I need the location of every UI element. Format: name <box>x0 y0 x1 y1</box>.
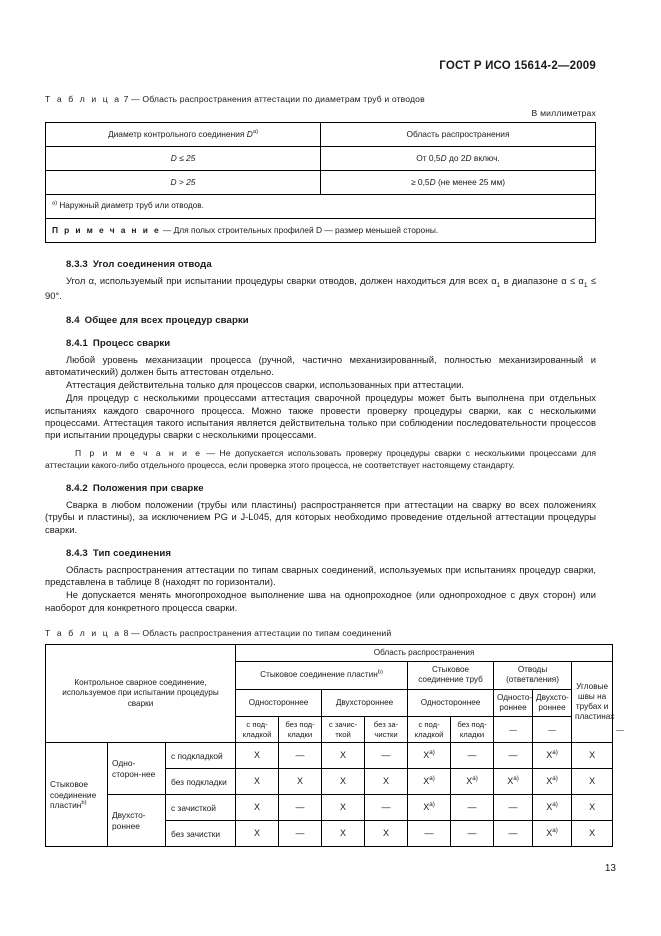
table8-header-row-1 <box>46 644 613 661</box>
cell-sup: a) <box>429 749 435 757</box>
heading-8-4-2 <box>45 483 596 494</box>
table8-row1-cell-6 <box>494 769 533 795</box>
heading-8-4-2-number: 8.4.2 <box>66 483 88 495</box>
cell-value: X <box>254 750 261 761</box>
note-8-4-1-text: — Не допускается использовать проверку процедуры сварки с несколькими процессами для аттестации какого-либо отдельного процесса, если проверка этого процесса, не соответствует настоящему стандарту. <box>45 448 596 470</box>
table7-header-diameter-label: Диаметр контрольного соединения <box>107 129 247 140</box>
table-row <box>46 795 613 821</box>
heading-8-4-3-title: Тип соединения <box>92 547 172 559</box>
standard-number-header: ГОСТ Р ИСО 15614-2—2009 <box>439 60 596 72</box>
table8-sub-header-7: — <box>533 717 572 743</box>
cell-value: X <box>546 776 553 787</box>
table8-caption-text: — Область распространения аттестации по типам соединений <box>131 627 392 638</box>
paragraph-8-4-2-0: Сварка в любом положении (трубы или пластины) распространяется при аттестации на сварку во всех положениях (трубы и пластины), за исключением PG и J-L045, для которых необходимо проведение отдельной аттестации процедуры сварки. <box>45 499 596 535</box>
table8-row1-cell-4 <box>408 769 451 795</box>
table7-caption-word: Т а б л и ц а <box>45 94 122 104</box>
table8-side-header-3: Односто-роннее <box>494 689 533 717</box>
table8-row3-cell-1 <box>279 821 322 847</box>
table8-row3-cell-6 <box>494 821 533 847</box>
table8-row2-cell-7 <box>533 795 572 821</box>
heading-8-3-3-title: Угол соединения отвода <box>92 259 212 270</box>
table8-row0-cell-6 <box>494 743 533 769</box>
cell-value: — <box>381 802 391 813</box>
paragraph-8-4-3-1: Не допускается менять многопроходное выполнение шва на однопроходное (или однопроходное с двух сторон) или наоборот для конкретного процесса сварки. <box>45 589 596 613</box>
heading-8-4-1 <box>45 338 596 349</box>
cell-value: X <box>383 776 390 787</box>
table7-footnote-text: Наружный диаметр труб или отводов. <box>59 201 204 211</box>
page-content <box>45 60 624 847</box>
heading-8-4 <box>45 315 596 326</box>
table8-row2-cell-1 <box>279 795 322 821</box>
paragraph-8-4-1-2: Для процедур с несколькими процессами аттестация сварочной процедуры может быть выполнена при отдельных испытаниях каждого сварочного процесса. Можно также провести проверку процедуры сварки, как с несколькими процессами. Аттестация такого испытания является действительна только при соблюдении последовательности процессов при испытании процедуры сварки с несколькими процессами. <box>45 392 596 440</box>
heading-8-4-2-title: Положения при сварке <box>92 483 204 495</box>
table8 <box>45 644 624 848</box>
table7-note <box>46 219 596 243</box>
heading-8-4-3-number: 8.4.3 <box>66 547 88 559</box>
cell-value: X <box>254 828 261 839</box>
table8-side-header-1: Двухстороннее <box>322 689 408 717</box>
table7-caption-text: — Область распространения аттестации по диаметрам труб и отводов <box>131 94 425 104</box>
cell-sup: a) <box>552 749 558 757</box>
table8-row2-cell-5 <box>451 795 494 821</box>
cell-sup: a) <box>513 775 519 783</box>
heading-8-3-3 <box>45 259 596 270</box>
note-8-4-1 <box>45 448 596 471</box>
table7-row0-range: От 0,5D до 2D включ. <box>321 147 596 171</box>
cell-value: X <box>546 802 553 813</box>
cell-value: X <box>340 750 347 761</box>
table8-row3-cell-5 <box>451 821 494 847</box>
table8-row0-cell-3 <box>365 743 408 769</box>
table8-header-row-4: с под-кладкой без под-кладки с зачис-ткой без за-чистки с под-кладкой без под-кладки — — — <box>46 717 613 743</box>
paragraph-8-4-1-1: Аттестация действительна только для процессов сварки, использованных при аттестации. <box>66 379 464 391</box>
table7-row1-diameter: D > 25 <box>46 171 321 195</box>
table7-note-text: — Для полых строительных профилей D — размер меньшей стороны. <box>162 225 439 236</box>
heading-8-4-title: Общее для всех процедур сварки <box>84 314 249 326</box>
table8-row0-cell-2 <box>322 743 365 769</box>
table8-row0-label: с подкладкой <box>166 743 236 769</box>
cell-value: X <box>254 776 261 787</box>
table-row <box>46 743 613 769</box>
table8-row3-cell-8 <box>572 821 613 847</box>
note-8-4-1-label: П р и м е ч а н и е <box>75 448 202 459</box>
table8-sub-header-4: с под-кладкой <box>408 717 451 743</box>
table8-caption-word: Т а б л и ц а <box>45 627 122 638</box>
heading-8-4-1-number: 8.4.1 <box>66 337 88 349</box>
paragraph-8-3-3-0: Угол α, используемый при испытании процедуры сварки отводов, должен находиться для всех $\alpha_1$ в диапазоне $\alpha \le \alpha_1 \le 90^\circ$. <box>45 275 596 302</box>
table8-side-header-2: Одностороннее <box>408 689 494 717</box>
table7-note-label: П р и м е ч а н и е <box>52 225 161 236</box>
table8-row1-cell-3 <box>365 769 408 795</box>
cell-value: X <box>589 828 596 839</box>
table8-row0-cell-4 <box>408 743 451 769</box>
heading-8-4-1-title: Процесс сварки <box>92 337 171 349</box>
table8-row-group-label-sup: b) <box>81 800 87 807</box>
table8-row0-side: Одно-сторон-нее <box>108 743 166 795</box>
table7-header-row <box>46 123 596 147</box>
table8-group-header-plates-sup: b) <box>377 669 383 676</box>
table8-row2-cell-8 <box>572 795 613 821</box>
table8-row3-cell-3 <box>365 821 408 847</box>
paragraph-8-4-3-0: Область распространения аттестации по типам сварных соединений, используемых при испытаниях процедур сварки, представлена в таблице 8 (находят по горизонтали). <box>45 563 596 588</box>
table8-group-header-pipes: Стыковое соединение труб <box>408 662 494 690</box>
table7-header-cell-range: Область распространения <box>321 123 596 147</box>
table8-row3-label: без зачистки <box>166 821 236 847</box>
cell-sup: a) <box>429 775 435 783</box>
cell-value: — <box>381 750 391 761</box>
table8-group-header-branches: Отводы (ответвления) <box>494 662 572 690</box>
table7-footnote-marker: a) <box>52 200 58 207</box>
table8-row1-cell-5 <box>451 769 494 795</box>
cell-value: X <box>423 802 430 813</box>
table7-footnote-row <box>46 195 596 219</box>
cell-sup: a) <box>552 801 558 809</box>
table7-header-cell-diameter <box>46 123 321 147</box>
table8-row2-cell-3 <box>365 795 408 821</box>
cell-value: X <box>589 750 596 761</box>
table7-header-diameter-symbol: D <box>246 129 253 140</box>
table8-row2-side: Двухсто-роннее <box>108 795 166 847</box>
table8-row3-cell-0 <box>236 821 279 847</box>
heading-8-4-number: 8.4 <box>66 314 80 326</box>
cell-value: X <box>423 776 430 787</box>
cell-value: X <box>340 828 347 839</box>
table8-caption-number: 8 <box>123 627 129 638</box>
table7-row0-diameter: D ≤ 25 <box>46 147 321 171</box>
table8-row1-cell-8 <box>572 769 613 795</box>
cell-sup: a) <box>552 775 558 783</box>
table-row <box>46 171 596 195</box>
cell-value: X <box>254 802 261 813</box>
cell-value: — <box>295 802 305 813</box>
table8-row2-cell-0 <box>236 795 279 821</box>
table8-row-group-label <box>46 743 108 847</box>
cell-value: X <box>340 776 347 787</box>
cell-sup: a) <box>552 827 558 835</box>
table7 <box>45 122 596 243</box>
table8-group-header-plates-label: Стыковое соединение пластин <box>260 670 378 680</box>
table8-row2-cell-4 <box>408 795 451 821</box>
table8-sub-header-1: без под-кладки <box>279 717 322 743</box>
paragraph-8-4-1-0: Любой уровень механизации процесса (ручной, частично механизированный, полностью механизированный и автоматический) должен быть аттестован отдельно. <box>45 353 596 377</box>
cell-value: — <box>424 828 434 839</box>
heading-8-4-3 <box>45 548 596 559</box>
table8-row1-label: без подкладки <box>166 769 236 795</box>
table8-stub-header: Контрольное сварное соединение, используемое при испытании процедуры сварки <box>46 644 236 743</box>
cell-sup: a) <box>429 801 435 809</box>
table8-group-header-plates <box>236 662 408 690</box>
cell-value: — <box>467 750 477 761</box>
table8-row0-cell-0 <box>236 743 279 769</box>
cell-value: X <box>340 802 347 813</box>
table7-row1-range: ≥ 0,5D (не менее 25 мм) <box>321 171 596 195</box>
heading-8-3-3-number: 8.3.3 <box>66 259 88 270</box>
table8-sub-header-6: — <box>494 717 533 743</box>
table8-row3-cell-2 <box>322 821 365 847</box>
cell-value: — <box>508 828 518 839</box>
cell-value: X <box>589 776 596 787</box>
cell-value: X <box>297 776 304 787</box>
table8-caption <box>45 628 596 638</box>
table8-side-header-4: Двухсто-роннее <box>533 689 572 717</box>
table8-sub-header-5: без под-кладки <box>451 717 494 743</box>
cell-value: — <box>508 802 518 813</box>
table8-row1-cell-7 <box>533 769 572 795</box>
cell-value: — <box>295 750 305 761</box>
cell-value: X <box>466 776 473 787</box>
table8-sub-header-0: с под-кладкой <box>236 717 279 743</box>
table8-row1-cell-2 <box>322 769 365 795</box>
cell-value: X <box>589 802 596 813</box>
table8-row1-cell-1 <box>279 769 322 795</box>
table8-row0-cell-5 <box>451 743 494 769</box>
cell-value: — <box>295 828 305 839</box>
table8-row-group-label-text: Стыковое соединение пластин <box>50 779 97 811</box>
cell-value: — <box>467 828 477 839</box>
table8-row2-label: с зачисткой <box>166 795 236 821</box>
table8-sub-header-3: без за-чистки <box>365 717 408 743</box>
table8-row2-cell-6 <box>494 795 533 821</box>
table7-note-row <box>46 219 596 243</box>
cell-value: X <box>383 828 390 839</box>
table8-row0-cell-8 <box>572 743 613 769</box>
table7-units: В миллиметрах <box>531 108 596 118</box>
cell-value: X <box>507 776 514 787</box>
table-row <box>46 147 596 171</box>
table8-row0-cell-1 <box>279 743 322 769</box>
cell-value: — <box>467 802 477 813</box>
table8-side-header-0: Одностороннее <box>236 689 322 717</box>
table7-header-footnote-marker: a) <box>252 129 259 136</box>
table8-sub-header-2: с зачис-ткой <box>322 717 365 743</box>
table7-caption-number: 7 <box>123 94 129 104</box>
table8-row1-cell-0 <box>236 769 279 795</box>
table8-row3-cell-4 <box>408 821 451 847</box>
table7-caption <box>45 94 596 104</box>
table8-row3-cell-7 <box>533 821 572 847</box>
cell-value: X <box>546 828 553 839</box>
table8-group-header-fillet: Угловые швы на трубах и пластинах <box>572 662 613 743</box>
table8-span-header: Область распространения <box>236 644 613 661</box>
cell-value: X <box>546 750 553 761</box>
cell-value: X <box>423 750 430 761</box>
cell-sup: a) <box>472 775 478 783</box>
table7-footnote <box>46 195 596 219</box>
table8-row0-cell-7 <box>533 743 572 769</box>
page-number: 13 <box>604 863 616 874</box>
cell-value: — <box>508 750 518 761</box>
table8-row2-cell-2 <box>322 795 365 821</box>
